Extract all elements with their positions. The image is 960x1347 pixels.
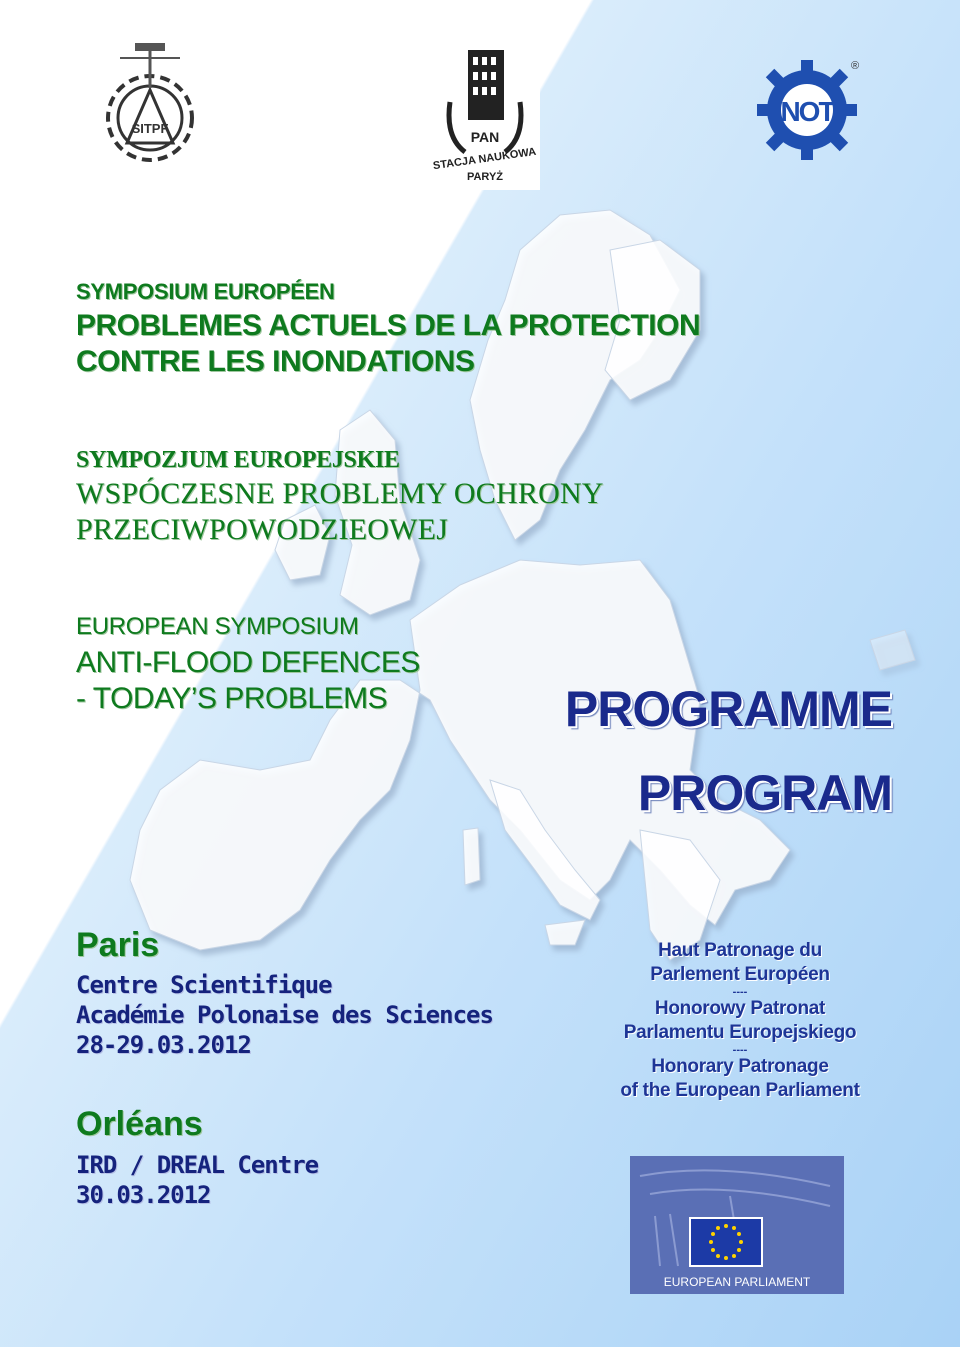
english-title-line1: ANTI-FLOOD DEFENCES — [76, 646, 420, 679]
sitp-logo — [95, 38, 205, 168]
patronage-pl-line1: Honorowy Patronat — [654, 998, 826, 1019]
orleans-venue-line1: IRD / DREAL Centre — [76, 1151, 319, 1179]
not-gear-logo-icon — [755, 55, 865, 165]
paris-venue — [76, 970, 493, 1060]
polish-heading: SYMPOZJUM EUROPEJSKIE — [76, 447, 400, 473]
orleans-dates: 30.03.2012 — [76, 1181, 211, 1209]
not-logo-text: NOT — [780, 96, 834, 127]
patronage-separator: ---- — [732, 986, 748, 998]
programme-title-fr: PROGRAMME — [564, 681, 892, 737]
pan-logo — [430, 42, 540, 190]
pan-logo-line1: PAN — [470, 129, 500, 145]
polish-title-line2: PRZECIWPOWODZIEOWEJ — [76, 513, 449, 546]
english-title — [76, 645, 576, 717]
patronage-pl-line2: Parlamentu Europejskiego — [623, 1022, 857, 1043]
english-title-line2: - TODAY’S PROBLEMS — [76, 682, 388, 715]
french-heading: SYMPOSIUM EUROPÉEN — [76, 279, 335, 304]
patronage-separator: ---- — [732, 1044, 748, 1056]
patronage-en-line2: of the European Parliament — [620, 1080, 860, 1101]
registered-mark: ® — [850, 60, 860, 72]
patronage-fr-line1: Haut Patronage du — [658, 940, 822, 961]
sitp-gear-logo-icon — [95, 38, 205, 168]
patronage-fr-line2: Parlement Européen — [650, 964, 830, 985]
pan-station-logo-icon — [430, 42, 540, 190]
patronage-en-line1: Honorary Patronage — [651, 1056, 829, 1077]
sitp-logo-text: SITPF — [131, 121, 169, 136]
paris-venue-line2: Académie Polonaise des Sciences — [76, 1001, 493, 1029]
english-heading: EUROPEAN SYMPOSIUM — [76, 613, 359, 640]
french-title-line2: CONTRE LES INONDATIONS — [76, 345, 475, 378]
polish-title-line1: WSPÓCZESNE PROBLEMY OCHRONY — [76, 477, 604, 510]
not-logo — [755, 55, 865, 165]
orleans-venue — [76, 1150, 318, 1210]
european-parliament-logo-icon — [630, 1156, 844, 1294]
european-parliament-logo-text: EUROPEAN PARLIAMENT — [663, 1275, 811, 1289]
patronage-block — [600, 939, 880, 1103]
paris-dates: 28-29.03.2012 — [76, 1031, 251, 1059]
polish-title — [76, 476, 896, 548]
pan-logo-line2: STACJA NAUKOWA — [432, 145, 537, 173]
french-title — [76, 308, 896, 380]
paris-city: Paris — [76, 926, 160, 964]
programme-title-pl: PROGRAM — [637, 765, 892, 821]
european-parliament-logo — [630, 1156, 844, 1294]
pan-logo-line3: PARYŻ — [466, 171, 504, 183]
orleans-city: Orléans — [76, 1105, 203, 1143]
french-title-line1: PROBLEMES ACTUELS DE LA PROTECTION — [76, 309, 701, 342]
paris-venue-line1: Centre Scientifique — [76, 971, 332, 999]
